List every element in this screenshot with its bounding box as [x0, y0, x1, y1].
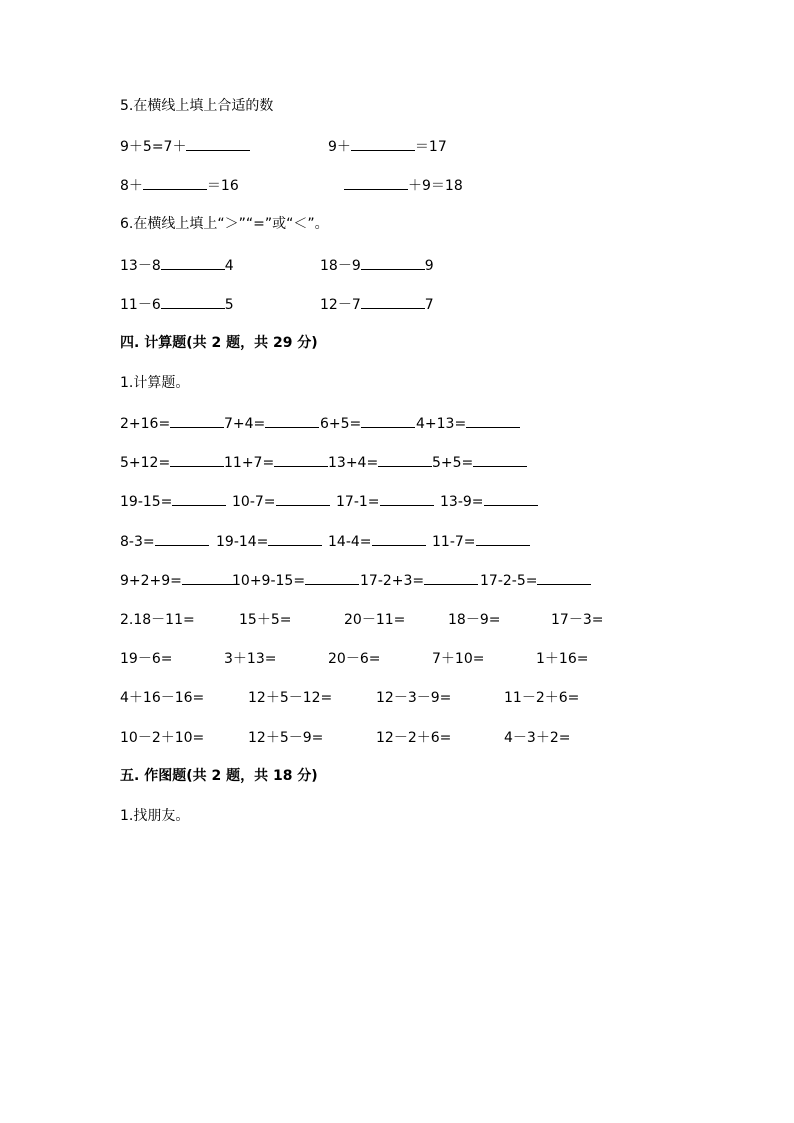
- q6-r1-b: 18－9 9: [320, 255, 434, 276]
- answer-blank[interactable]: [361, 294, 425, 309]
- answer-blank[interactable]: [186, 136, 250, 151]
- answer-blank[interactable]: [161, 294, 225, 309]
- answer-blank[interactable]: [344, 175, 408, 190]
- q6-title: 6.在横线上填上“＞”“=”或“＜”。: [120, 216, 329, 232]
- answer-blank[interactable]: [378, 452, 432, 467]
- answer-blank[interactable]: [170, 413, 224, 428]
- q5-r1-a: 9＋5=7＋: [120, 136, 250, 157]
- answer-blank[interactable]: [351, 136, 415, 151]
- answer-blank[interactable]: [466, 413, 520, 428]
- q5-r1-b: 9＋ ＝17: [328, 136, 447, 157]
- answer-blank[interactable]: [182, 570, 236, 585]
- answer-blank[interactable]: [473, 452, 527, 467]
- answer-blank[interactable]: [268, 531, 322, 546]
- q5-r2-a: 8＋ ＝16: [120, 175, 239, 196]
- answer-blank[interactable]: [305, 570, 359, 585]
- q6-r2-a: 11－6 5: [120, 294, 234, 315]
- q5-title: 5.在横线上填上合适的数: [120, 98, 274, 114]
- answer-blank[interactable]: [155, 531, 209, 546]
- answer-blank[interactable]: [424, 570, 478, 585]
- answer-blank[interactable]: [265, 413, 319, 428]
- answer-blank[interactable]: [484, 491, 538, 506]
- answer-blank[interactable]: [361, 255, 425, 270]
- answer-blank[interactable]: [380, 491, 434, 506]
- answer-blank[interactable]: [161, 255, 225, 270]
- answer-blank[interactable]: [476, 531, 530, 546]
- answer-blank[interactable]: [276, 491, 330, 506]
- answer-blank[interactable]: [170, 452, 224, 467]
- s5-q1-title: 1.找朋友。: [120, 808, 190, 824]
- q5-r2-b: ＋9＝18: [344, 175, 463, 196]
- s4-q1-title: 1.计算题。: [120, 375, 190, 391]
- section-5-heading: 五. 作图题(共 2 题，共 18 分): [120, 768, 318, 784]
- answer-blank[interactable]: [372, 531, 426, 546]
- section-4-heading: 四. 计算题(共 2 题，共 29 分): [120, 335, 318, 351]
- answer-blank[interactable]: [361, 413, 415, 428]
- answer-blank[interactable]: [172, 491, 226, 506]
- q6-r1-a: 13－8 4: [120, 255, 234, 276]
- answer-blank[interactable]: [274, 452, 328, 467]
- answer-blank[interactable]: [537, 570, 591, 585]
- q6-r2-b: 12－7 7: [320, 294, 434, 315]
- answer-blank[interactable]: [143, 175, 207, 190]
